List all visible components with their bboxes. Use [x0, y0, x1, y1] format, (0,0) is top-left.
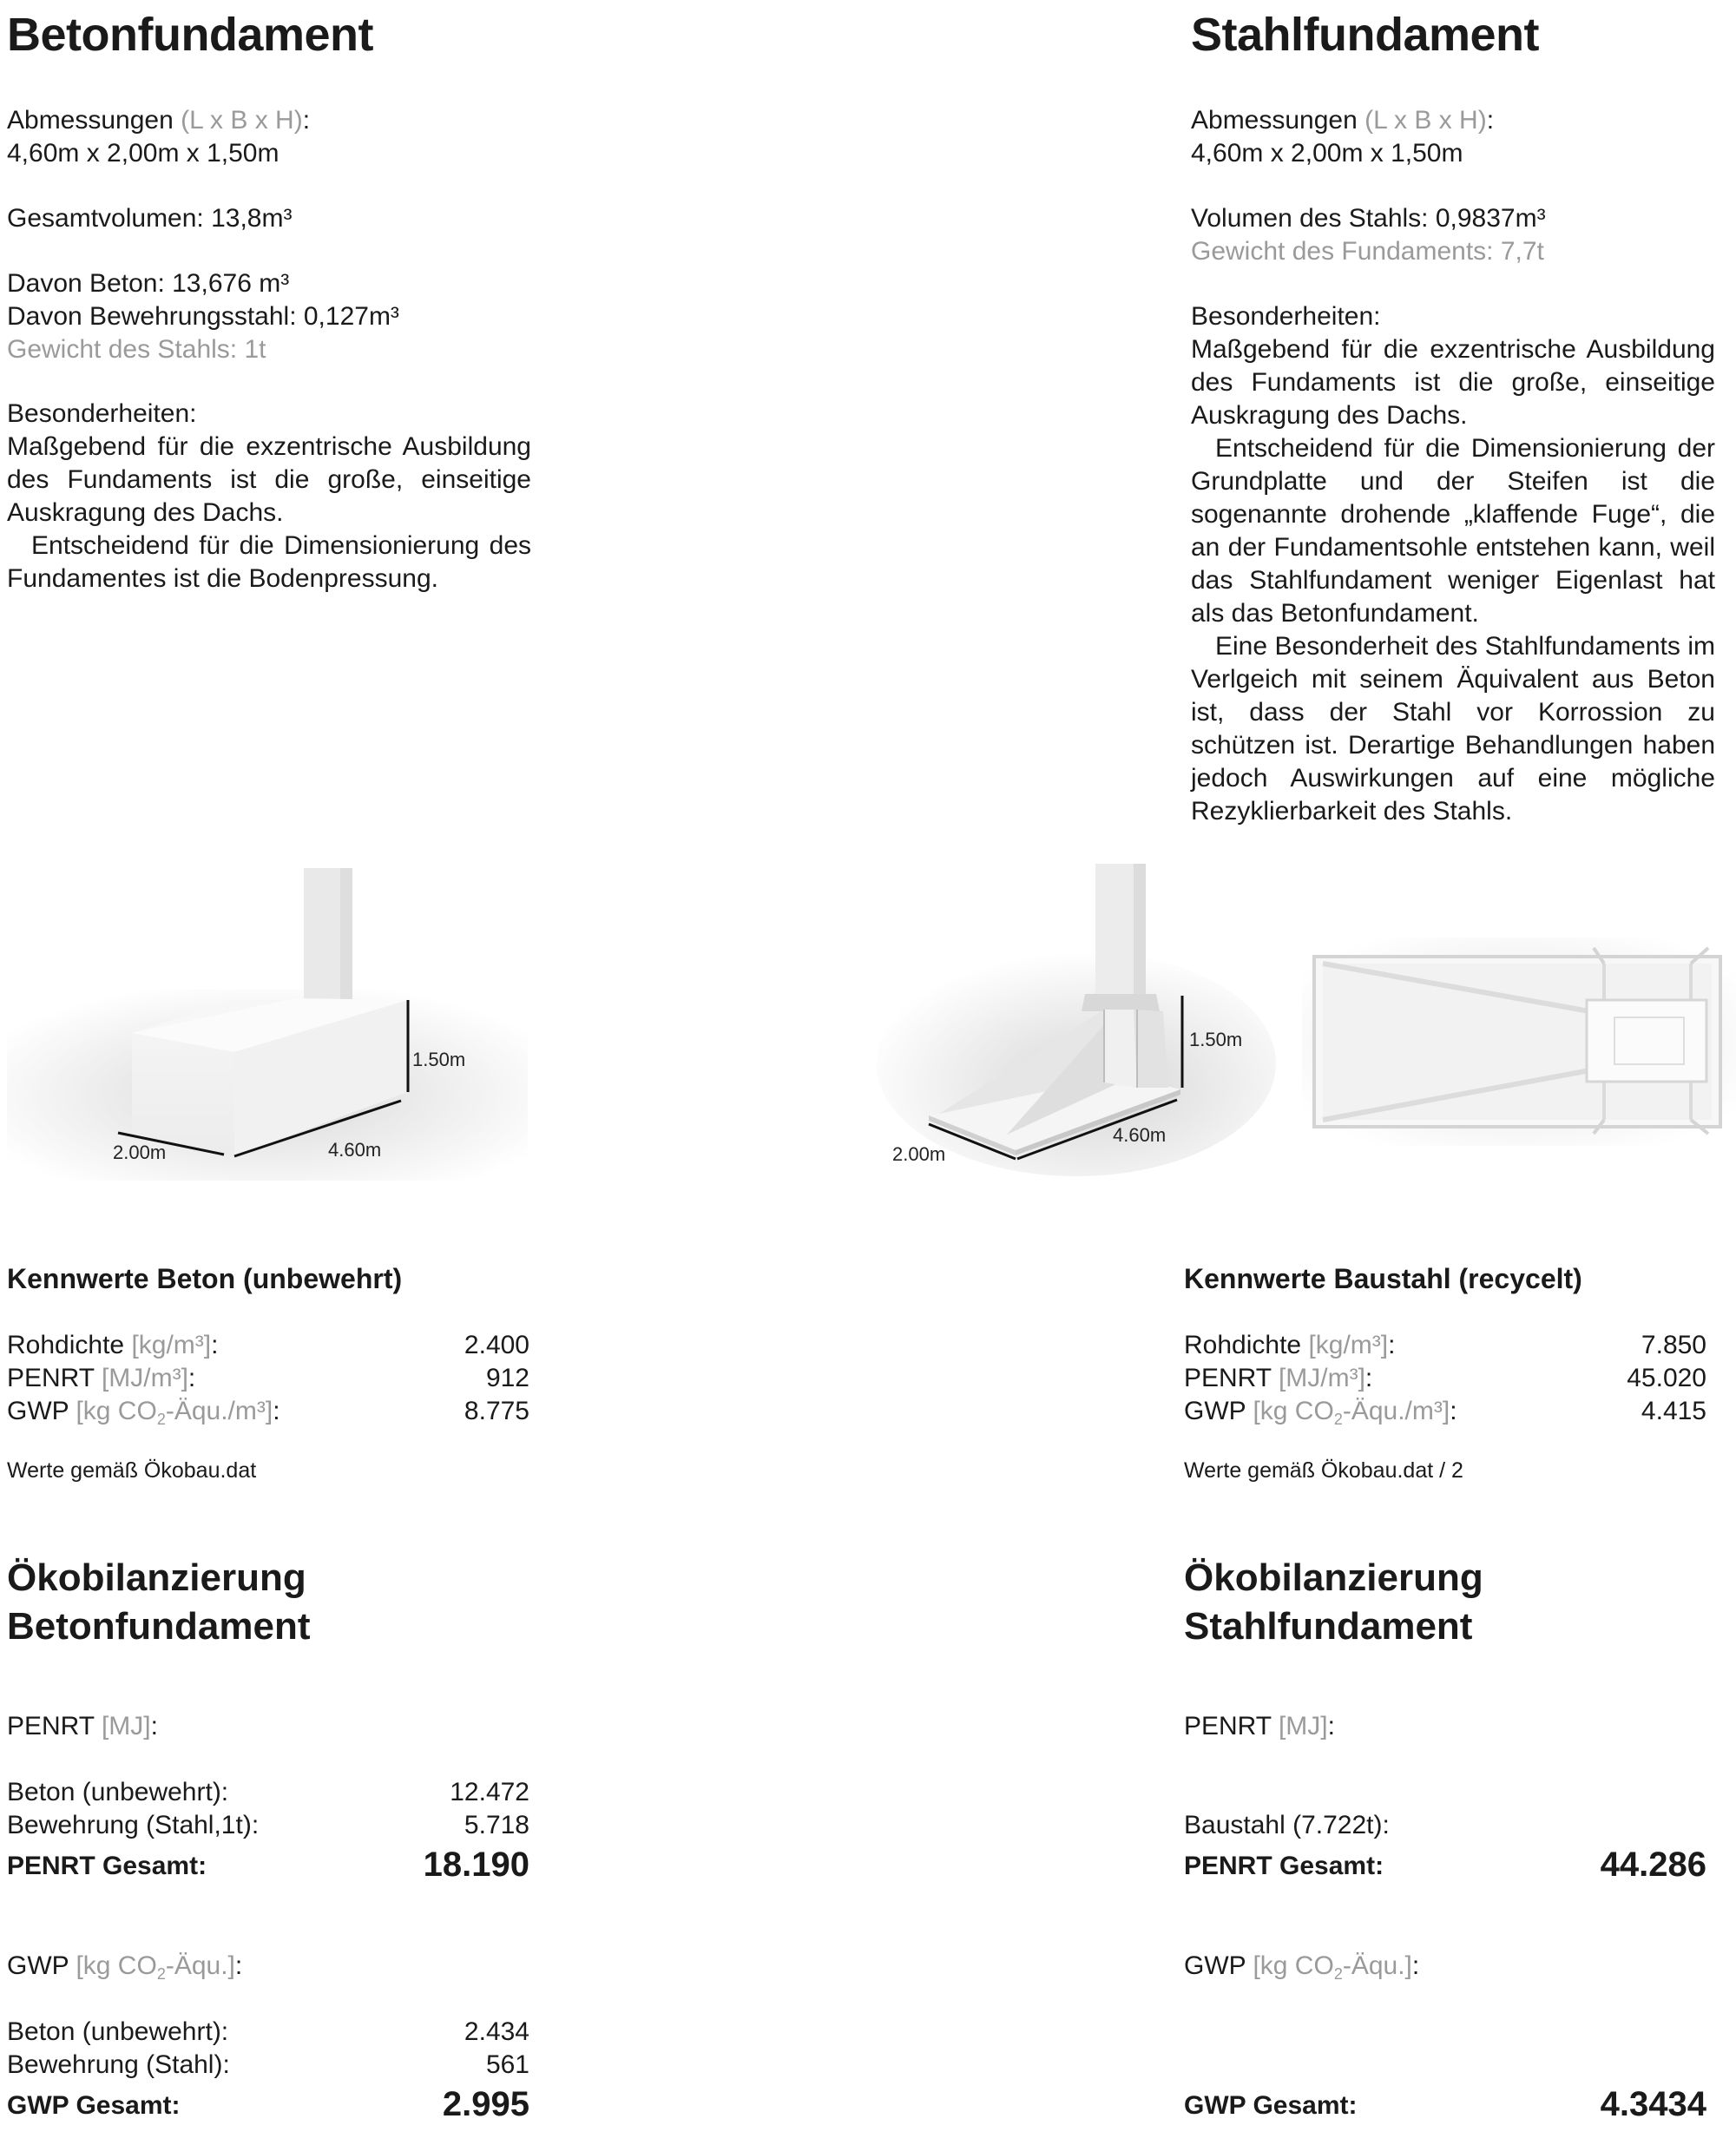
left-gwp-total-value: 2.995 [442, 2085, 529, 2123]
left-fig-height-label: 1.50m [412, 1049, 466, 1070]
left-oeko-gwp-row-value: 561 [485, 2050, 529, 2079]
right-fig-width-label: 2.00m [892, 1143, 946, 1165]
right-gwp-total-value: 4.3434 [1600, 2085, 1706, 2123]
left-title: Betonfundament [7, 9, 373, 61]
right-weight: Gewicht des Fundaments: 7,7t [1191, 237, 1544, 266]
right-penrt-total-label: PENRT Gesamt: [1184, 1852, 1384, 1880]
right-penrt-label: PENRT [MJ/m³]: [1184, 1364, 1373, 1392]
right-special-p1: Maßgebend für die exzentrische Ausbildung des Fundaments ist die große, einseitige Auskragung des Dachs. [1191, 335, 1715, 430]
steel-foundation-plan-view [1302, 938, 1736, 1146]
left-oeko-penrt-row-label: Bewehrung (Stahl,1t): [7, 1811, 260, 1839]
left-penrt-label: PENRT [MJ/m³]: [7, 1364, 196, 1392]
left-penrt-value: 912 [485, 1364, 529, 1392]
left-penrt-total-value: 18.190 [423, 1846, 529, 1884]
left-penrt-total-label: PENRT Gesamt: [7, 1852, 207, 1880]
left-gwp-value: 8.775 [464, 1397, 529, 1425]
right-gwp-label: GWP [kg $CO_2-Äqu./m^3$]: [1184, 1397, 1457, 1428]
steel-foundation-illustration [877, 855, 1285, 1185]
left-special-p2: Entscheidend für die Dimensionierung des Fundamentes ist die Bodenpressung. [7, 531, 531, 593]
left-oeko-gwp-row-label: Bewehrung (Stahl): [7, 2050, 230, 2079]
right-gwp-value: 4.415 [1641, 1397, 1706, 1425]
left-special-heading: Besonderheiten: [7, 399, 197, 428]
right-rohdichte-label: Rohdichte [kg/m³]: [1184, 1331, 1396, 1359]
left-oeko-penrt-row-value: 5.718 [464, 1811, 529, 1839]
left-oeko-penrt-heading: PENRT [MJ]: [7, 1712, 158, 1740]
left-gwp-total-label: GWP Gesamt: [7, 2091, 181, 2120]
left-oeko-gwp-row-value: 2.434 [464, 2017, 529, 2046]
right-special-heading: Besonderheiten: [1191, 302, 1381, 331]
left-fig-length-label: 4.60m [328, 1139, 382, 1161]
right-oeko-gwp-heading: GWP [kg $CO_2-Äqu$.]: [1184, 1951, 1420, 1983]
right-special-p3: Eine Besonderheit des Stahlfundaments im Verlgeich mit seinem Äquivalent aus Beton ist, dass der Stahl vor Korrossion zu schützen ist. Derartige Behandlungen haben jedoch Auswirkungen auf eine mögliche Rezyklierbarkeit des Stahls. [1191, 632, 1715, 826]
left-rohdichte-label: Rohdichte [kg/m³]: [7, 1331, 219, 1359]
left-stahl-volume: Davon Bewehrungsstahl: 0,127m³ [7, 302, 399, 331]
right-dimensions: Abmessungen (L x B x H): 4,60m x 2,00m x 1,50m [1191, 106, 1495, 168]
right-oeko-penrt-row-label: Baustahl (7.722t): [1184, 1811, 1390, 1839]
left-oeko-gwp-heading: GWP [kg $CO_2-Äqu$.]: [7, 1951, 243, 1983]
left-dimensions: Abmessungen (L x B x H): 4,60m x 2,00m x 1,50m [7, 106, 311, 168]
left-oeko-penrt-row-label: Beton (unbewehrt): [7, 1778, 229, 1806]
left-volume: Gesamtvolumen: 13,8m³ [7, 204, 293, 233]
left-oeko-penrt-row-value: 12.472 [450, 1778, 529, 1806]
right-volume: Volumen des Stahls: 0,9837m³ [1191, 204, 1546, 233]
left-gwp-label: GWP [kg $CO_2-Äqu./m^3$]: [7, 1397, 280, 1428]
left-oeko-gwp-row-label: Beton (unbewehrt): [7, 2017, 229, 2046]
right-dimensions-value: 4,60m x 2,00m x 1,50m [1191, 139, 1463, 168]
left-rohdichte-value: 2.400 [464, 1331, 529, 1359]
left-kennwerte-title: Kennwerte Beton (unbewehrt) [7, 1263, 403, 1294]
left-oeko-title: Ökobilanzierung Betonfundament [7, 1556, 311, 1648]
right-oeko-penrt-heading: PENRT [MJ]: [1184, 1712, 1335, 1740]
left-special-p1: Maßgebend für die exzentrische Ausbildung des Fundaments ist die große, einseitige Auskragung des Dachs. [7, 432, 531, 527]
right-oeko-title: Ökobilanzierung Stahlfundament [1184, 1556, 1483, 1648]
right-gwp-total-label: GWP Gesamt: [1184, 2091, 1358, 2120]
left-dimensions-value: 4,60m x 2,00m x 1,50m [7, 139, 279, 168]
concrete-foundation-illustration [0, 859, 538, 1189]
left-stahl-weight: Gewicht des Stahls: 1t [7, 335, 266, 364]
right-rohdichte-value: 7.850 [1641, 1331, 1706, 1359]
right-fig-height-label: 1.50m [1189, 1029, 1243, 1050]
left-beton-volume: Davon Beton: 13,676 m³ [7, 269, 290, 298]
right-fig-length-label: 4.60m [1113, 1124, 1167, 1146]
right-title: Stahlfundament [1191, 9, 1540, 61]
right-special [1191, 300, 1715, 828]
right-kennwerte-title: Kennwerte Baustahl (recycelt) [1184, 1263, 1582, 1294]
right-penrt-total-value: 44.286 [1600, 1846, 1706, 1884]
left-fig-width-label: 2.00m [113, 1142, 167, 1163]
right-special-p2: Entscheidend für die Dimensionierung der Grundplatte und der Steifen ist die sogenannte drohende „klaffende Fuge“, die an der Fundamentsohle entstehen kann, weil das Stahlfundament weniger Eigenlast hat als das Betonfundament. [1191, 434, 1715, 628]
right-penrt-value: 45.020 [1627, 1364, 1706, 1392]
right-kennwerte-source: Werte gemäß Ökobau.dat / 2 [1184, 1458, 1463, 1483]
left-kennwerte-source: Werte gemäß Ökobau.dat [7, 1458, 257, 1483]
left-special [7, 398, 531, 595]
